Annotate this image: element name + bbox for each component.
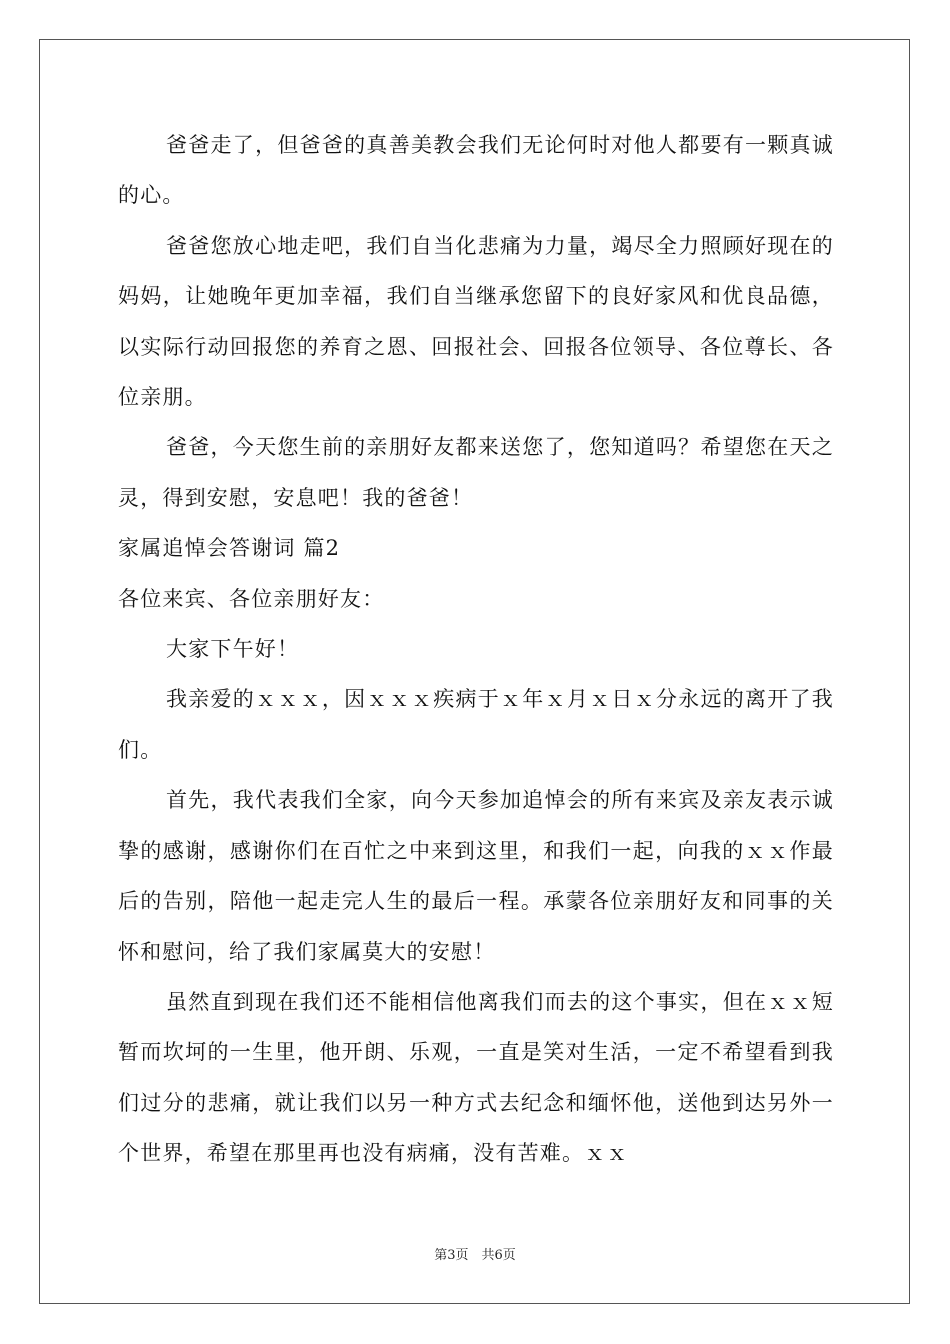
paragraph: 我亲爱的ｘｘｘ，因ｘｘｘ疾病于ｘ年ｘ月ｘ日ｘ分永远的离开了我们。 [118,687,834,762]
salutation: 各位来宾、各位亲朋好友： [118,586,385,611]
paragraph: 首先，我代表我们全家，向今天参加追悼会的所有来宾及亲友表示诚挚的感谢，感谢你们在百忙之中来到这里，和我们一起，向我的ｘｘ作最后的告别，陪他一起走完人生的最后一程。承蒙各位亲朋好友和同事的关怀和慰问，给了我们家属莫大的安慰！ [118,788,834,964]
paragraph: 爸爸走了，但爸爸的真善美教会我们无论何时对他人都要有一颗真诚的心。 [118,133,834,208]
paragraph: 大家下午好！ [166,637,300,662]
paragraph: 虽然直到现在我们还不能相信他离我们而去的这个事实，但在ｘｘ短暂而坎坷的一生里，他开朗、乐观，一直是笑对生活，一定不希望看到我们过分的悲痛，就让我们以另一种方式去纪念和缅怀他，送他到达另外一个世界，希望在那里再也没有病痛，没有苦难。ｘｘ [118,989,834,1166]
section-title: 家属追悼会答谢词 篇2 [118,536,341,561]
paragraph: 爸爸您放心地走吧，我们自当化悲痛为力量，竭尽全力照顾好现在的妈妈，让她晚年更加幸福，我们自当继承您留下的良好家风和优良品德，以实际行动回报您的养育之恩、回报社会、回报各位领导、各位尊长、各位亲朋。 [118,233,834,410]
page-footer: 第3页 共6页 [434,1248,516,1263]
paragraph: 爸爸，今天您生前的亲朋好友都来送您了，您知道吗？希望您在天之灵，得到安慰，安息吧！我的爸爸！ [118,435,834,510]
document-body [118,120,834,1179]
